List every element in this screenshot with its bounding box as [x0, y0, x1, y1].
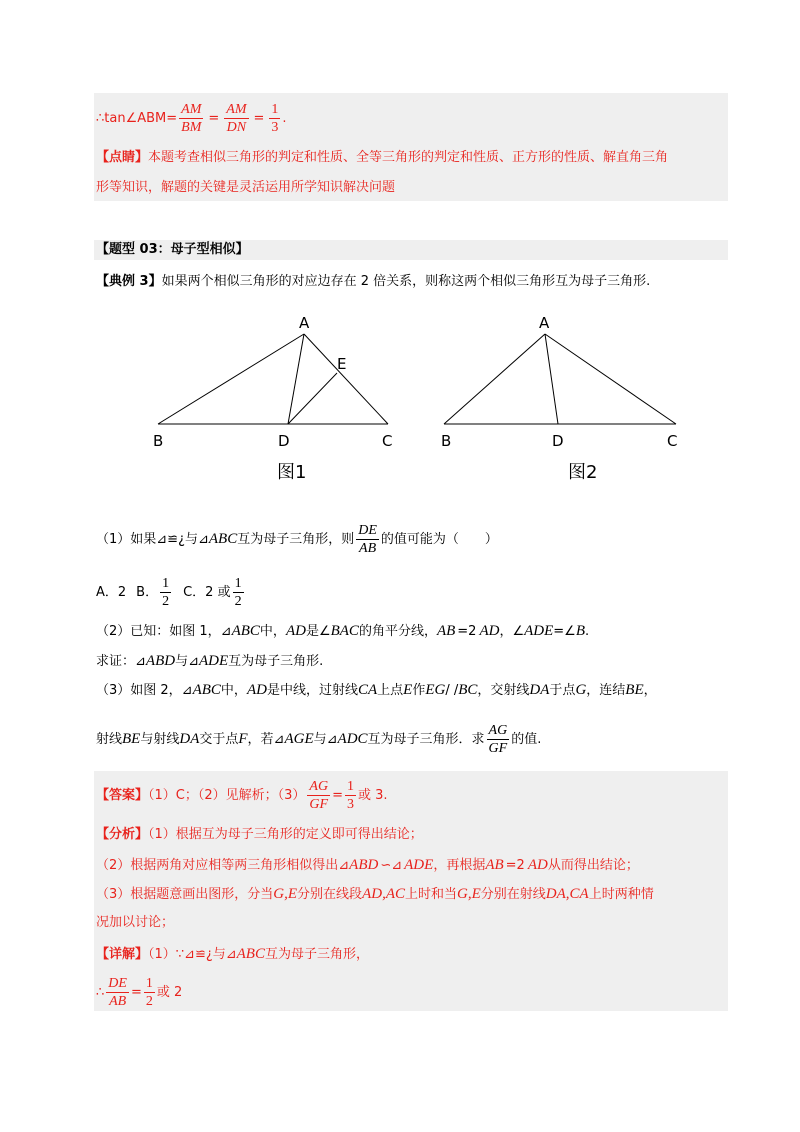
fig1-segment-ac [304, 334, 388, 424]
question-2-proof: 求证：⊿ABD与⊿ADE互为母子三角形. [96, 653, 324, 669]
fig1-caption: 图1 [277, 462, 307, 483]
section-heading: 【题型 03：母子型相似】 [96, 242, 249, 257]
answer-fraction-one-third: $\frac{1}{3}$ [346, 779, 354, 812]
fig2-label-c: C [667, 432, 678, 450]
answer-tag: 【答案】 [96, 788, 149, 803]
fig1-label-d: D [278, 432, 290, 450]
analysis-tag: 【分析】 [96, 827, 149, 842]
dianjing-line-2: 形等知识，解题的关键是灵活运用所学知识解决问题 [96, 180, 396, 195]
fig2-label-d: D [552, 432, 564, 450]
tan-prefix: ∴tan∠ABM= [96, 111, 178, 126]
fraction-am-dn: $\frac{AM}{DN}$ [226, 102, 247, 135]
question-3-line-2: 射线BE与射线DA交于点F，若⊿AGE与⊿ADC互为母子三角形．求 $\frac{AG}{GF}$ 的值. [96, 723, 542, 756]
fig1-label-c: C [382, 432, 393, 450]
example-statement: 【典例 3】如果两个相似三角形的对应边存在 2 倍关系，则称这两个相似三角形互为母子三角形. [96, 274, 651, 289]
option-c: C．2 或 [183, 585, 231, 600]
option-c-fraction: $\frac{1}{2}$ [234, 576, 242, 609]
answer-fraction-ag-gf: $\frac{AG}{GF}$ [309, 779, 329, 812]
fig1-label-a: A [299, 314, 310, 332]
question-3-line-1: （3）如图 2，⊿ABC中，AD是中线，过射线CA上点E作EG/ /BC，交射线DA于点G，连结BE， [96, 682, 657, 698]
fig1-label-e: E [337, 355, 347, 373]
geometry-figures [0, 300, 800, 500]
fig2-caption: 图2 [568, 462, 598, 483]
fig2-label-b: B [441, 432, 452, 450]
figure-2 [444, 334, 676, 424]
figure-1 [158, 334, 388, 424]
detail-fraction-one-half: $\frac{1}{2}$ [145, 976, 153, 1009]
detail-tag: 【详解】 [96, 947, 149, 962]
option-a: A．2 [96, 585, 127, 600]
analysis-line-2: （2）根据两角对应相等两三角形相似得出⊿ABD ∽⊿ ADE，再根据AB =2 AD从而得出结论； [96, 857, 639, 873]
answer-line: 【答案】（1）C；（2）见解析；（3） $\frac{AG}{GF}$ = $\frac{1}{3}$ 或 3. [96, 779, 388, 812]
fraction-ag-gf: $\frac{AG}{GF}$ [488, 723, 508, 756]
dianjing-line-1: 【点睛】本题考查相似三角形的判定和性质、全等三角形的判定和性质、正方形的性质、解直角三角 [96, 150, 669, 165]
question-2: （2）已知：如图 1，⊿ABC中，AD是∠BAC的角平分线，AB =2 AD，∠ADE=∠B. [96, 623, 590, 639]
fig1-segment-ab [158, 334, 304, 424]
analysis-line-3: （3）根据题意画出图形，分当G,E分别在线段AD,AC上时和当G,E分别在射线DA,CA上时两种情 [96, 886, 654, 902]
detail-line-2: ∴ $\frac{DE}{AB}$ = $\frac{1}{2}$ 或 2 [96, 976, 183, 1009]
fraction-one-third: $\frac{1}{3}$ [271, 102, 279, 135]
detail-fraction-de-ab: $\frac{DE}{AB}$ [108, 976, 127, 1009]
fig2-segment-ac [545, 334, 676, 424]
tan-formula: ∴tan∠ABM= $\frac{AM}{BM}$ = $\frac{AM}{DN}$ = $\frac{1}{3}$ . [96, 102, 287, 135]
fig2-segment-ad [545, 334, 558, 424]
fig2-label-a: A [539, 314, 550, 332]
fig2-segment-ab [444, 334, 545, 424]
answer-options [96, 575, 246, 610]
option-b-fraction: $\frac{1}{2}$ [162, 576, 170, 609]
analysis-line-4: 况加以讨论； [96, 915, 175, 930]
option-b: B． [136, 585, 159, 600]
fig1-label-b: B [153, 432, 164, 450]
fraction-am-bm: $\frac{AM}{BM}$ [181, 102, 202, 135]
detail-line-1: 【详解】（1）∵⊿≌¿与⊿ABC互为母子三角形， [96, 946, 369, 962]
analysis-line-1: 【分析】（1）根据互为母子三角形的定义即可得出结论； [96, 827, 423, 842]
example-tag: 【典例 3】 [96, 274, 162, 289]
dianjing-tag: 【点睛】 [96, 150, 149, 165]
fraction-de-ab: $\frac{DE}{AB}$ [358, 523, 377, 556]
question-1: （1）如果⊿≌¿与⊿ABC互为母子三角形，则 $\frac{DE}{AB}$ 的值可能为（ ） [96, 523, 498, 556]
